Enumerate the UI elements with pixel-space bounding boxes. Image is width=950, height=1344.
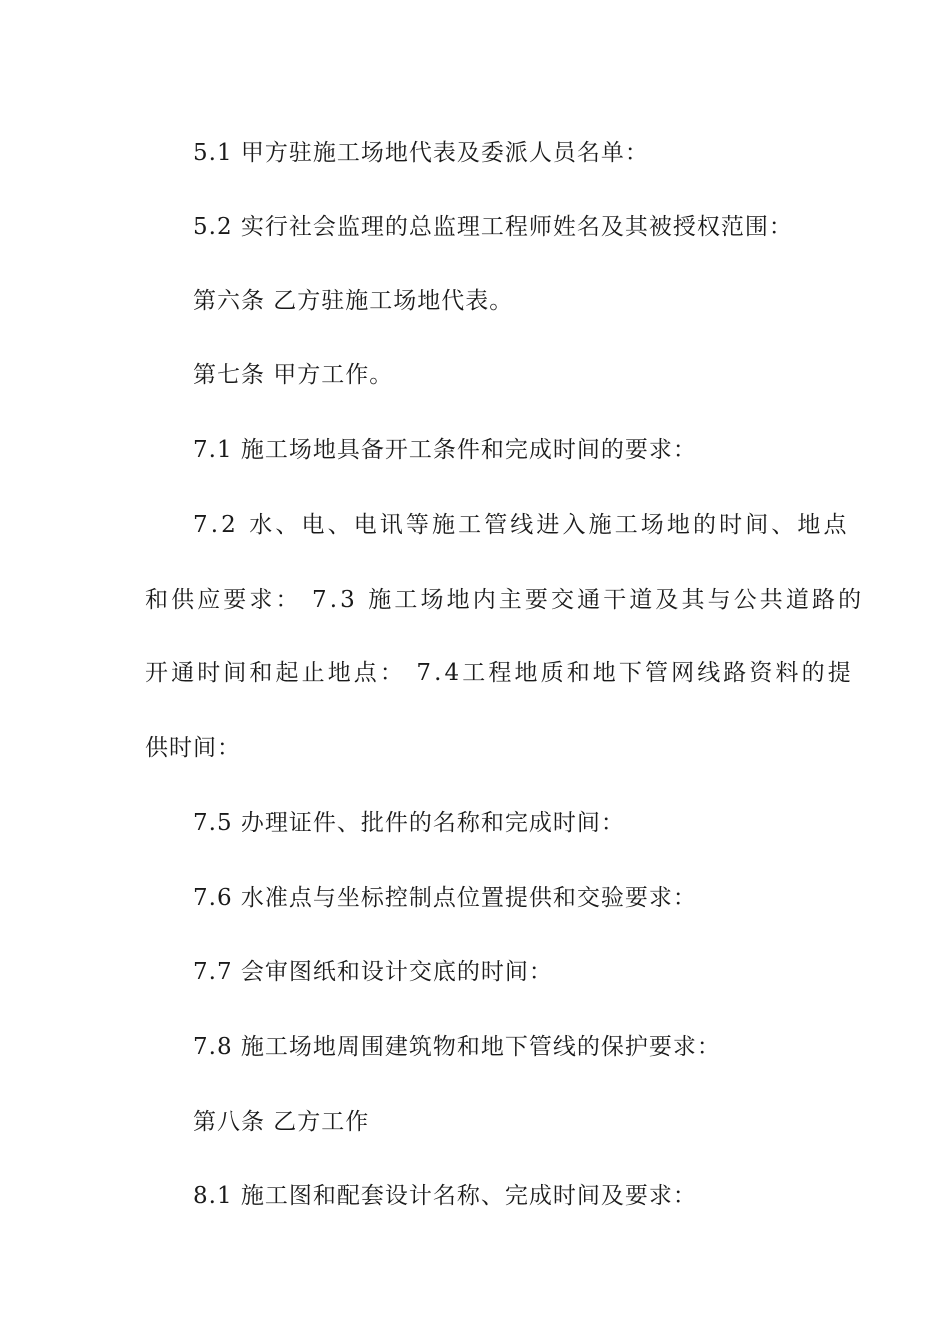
text-line-7-8: 7.8 施工场地周围建筑物和地下管线的保护要求： xyxy=(193,1034,721,1060)
text-line-5-2: 5.2 实行社会监理的总监理工程师姓名及其被授权范围： xyxy=(193,214,793,240)
text-line-7-1: 7.1 施工场地具备开工条件和完成时间的要求： xyxy=(193,437,697,463)
article-6-heading: 第六条 乙方驻施工场地代表。 xyxy=(193,288,514,314)
text-line-7-2: 7.2 水、电、电讯等施工管线进入施工场地的时间、地点 xyxy=(193,512,850,538)
text-line-7-4-cont: 供时间： xyxy=(145,735,241,761)
text-line-7-3: 和供应要求： 7.3 施工场地内主要交通干道及其与公共道路的 xyxy=(145,587,865,613)
text-line-7-7: 7.7 会审图纸和设计交底的时间： xyxy=(193,959,553,985)
text-line-8-1: 8.1 施工图和配套设计名称、完成时间及要求： xyxy=(193,1183,697,1209)
article-7-heading: 第七条 甲方工作。 xyxy=(193,362,394,388)
text-line-7-4: 开通时间和起止地点： 7.4工程地质和地下管网线路资料的提 xyxy=(145,660,854,686)
article-8-heading: 第八条 乙方工作 xyxy=(193,1109,370,1135)
text-line-7-6: 7.6 水准点与坐标控制点位置提供和交验要求： xyxy=(193,885,697,911)
text-line-5-1: 5.1 甲方驻施工场地代表及委派人员名单： xyxy=(193,140,649,166)
text-line-7-5: 7.5 办理证件、批件的名称和完成时间： xyxy=(193,810,625,836)
